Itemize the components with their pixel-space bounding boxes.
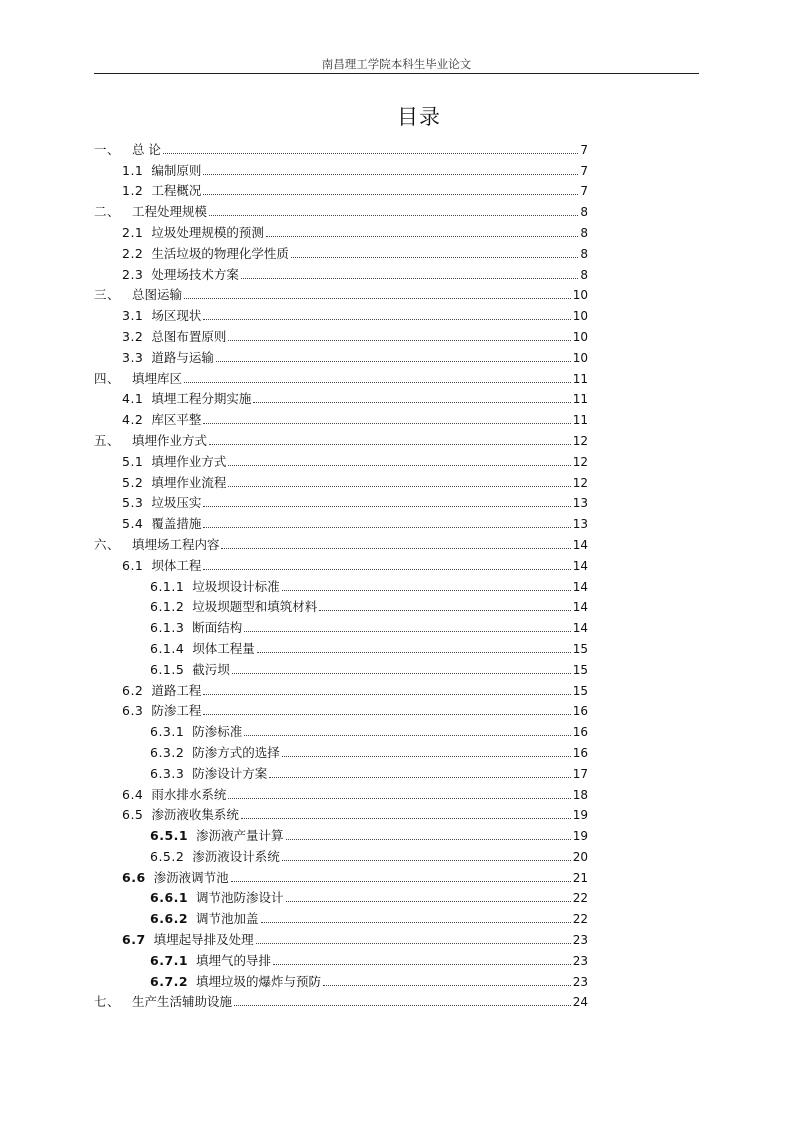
toc-dot-leader [241,817,571,819]
toc-entry-number: 6.2 [122,682,144,698]
toc-entry-page: 22 [572,912,588,927]
toc-entry[interactable] [94,178,588,199]
toc-entry[interactable] [94,510,588,531]
toc-entry-number: 1.2 [122,183,144,199]
toc-entry-number: 1.1 [122,162,144,178]
toc-entry-number: 3.3 [122,349,144,365]
toc-entry-number: 6.5.2 [150,848,185,864]
toc-entry-text: 道路工程 [151,682,202,698]
toc-entry-page: 11 [572,392,588,407]
toc-dot-leader [282,589,571,591]
toc-entry-page: 16 [572,725,588,740]
toc-entry[interactable] [94,926,588,947]
toc-dot-leader [269,776,570,778]
toc-entry-page: 16 [572,745,588,760]
toc-entry-number: 5.4 [122,516,144,532]
toc-entry-text: 处理场技术方案 [151,266,239,282]
toc-entry-number: 5.2 [122,474,144,490]
toc-entry-page: 22 [572,891,588,906]
toc-entry-number: 4.1 [122,391,144,407]
toc-entry-text: 生产生活辅助设施 [131,994,232,1010]
toc-title: 目录 [397,105,441,129]
toc-entry[interactable] [94,136,588,157]
toc-dot-leader [203,505,570,507]
toc-entry-page: 20 [572,849,588,864]
toc-entry-label [122,392,251,406]
toc-entry[interactable] [94,490,588,511]
toc-entry-number: 6.6.1 [150,890,189,906]
toc-dot-leader [203,318,570,320]
toc-entry-number: 2.3 [122,266,144,282]
header-divider [94,73,699,74]
toc-entry-page: 13 [572,517,588,532]
toc-entry-text: 道路与运输 [151,349,214,365]
toc-entry-number: 6.1.4 [150,640,185,656]
toc-entry-number: 5.1 [122,453,144,469]
toc-entry-page: 23 [572,974,588,989]
toc-entry[interactable] [94,344,588,365]
toc-entry-label [122,684,201,698]
toc-entry-page: 17 [572,766,588,781]
toc-entry[interactable] [94,469,588,490]
toc-entry-number: 6.1.5 [150,661,185,677]
toc-entry[interactable] [94,864,588,885]
toc-entry-label [122,808,239,822]
toc-entry-label [150,829,284,843]
toc-entry-number: 3.1 [122,308,144,324]
toc-entry-text: 坝体工程量 [192,640,255,656]
toc-entry-page: 8 [580,267,588,282]
toc-dot-leader [291,256,579,258]
toc-dot-leader [256,942,571,944]
toc-dot-leader [282,859,571,861]
toc-entry-number: 6.1.2 [150,599,185,615]
toc-entry-label [94,434,207,448]
toc-entry[interactable] [94,552,588,573]
toc-entry-number: 6.5 [122,807,144,823]
toc-dot-leader [184,381,571,383]
toc-entry-number: 六、 [94,536,121,552]
toc-entry-text: 渗沥液调节池 [153,869,229,885]
toc-entry-page: 7 [580,142,588,157]
toc-entry-label [122,704,201,718]
toc-entry[interactable] [94,781,588,802]
toc-entry-text: 填埋库区 [131,370,182,386]
table-of-contents [94,136,588,1009]
toc-entry-page: 16 [572,704,588,719]
toc-entry-number: 6.1 [122,557,144,573]
toc-entry[interactable] [94,427,588,448]
toc-entry-page: 10 [572,329,588,344]
toc-entry-label [94,143,161,157]
toc-entry[interactable] [94,157,588,178]
toc-entry[interactable] [94,718,588,739]
toc-entry-text: 调节池防渗设计 [196,890,284,906]
toc-entry-number: 6.3.3 [150,765,185,781]
toc-entry[interactable] [94,531,588,552]
toc-dot-leader [228,464,570,466]
toc-entry-page: 15 [572,662,588,677]
toc-entry-label [150,642,255,656]
toc-entry-text: 填埋垃圾的爆炸与预防 [196,973,322,989]
toc-entry-page: 7 [580,163,588,178]
toc-entry-label [122,164,201,178]
toc-entry-label [122,788,226,802]
toc-entry-number: 一、 [94,141,121,157]
toc-entry-text: 渗沥液产量计算 [196,828,284,844]
toc-entry-number: 6.3 [122,703,144,719]
toc-entry[interactable] [94,448,588,469]
toc-entry-number: 6.6.2 [150,911,189,927]
toc-entry-label [150,663,230,677]
toc-entry-label [94,205,207,219]
toc-entry-page: 19 [572,808,588,823]
toc-entry[interactable] [94,822,588,843]
toc-dot-leader [228,339,570,341]
toc-entry-page: 11 [572,371,588,386]
toc-dot-leader [163,152,578,154]
toc-entry-page: 10 [572,288,588,303]
toc-entry[interactable] [94,947,588,968]
toc-entry-text: 填埋作业流程 [151,474,227,490]
toc-entry-number: 6.3.2 [150,744,185,760]
toc-entry-page: 8 [580,205,588,220]
toc-entry-text: 场区现状 [151,308,202,324]
toc-dot-leader [209,443,571,445]
toc-entry-page: 12 [572,475,588,490]
toc-entry-label [122,871,229,885]
toc-entry-text: 坝体工程 [151,557,202,573]
toc-entry-page: 24 [572,995,588,1010]
toc-entry-text: 垃圾处理规模的预测 [151,224,264,240]
toc-entry-label [150,850,280,864]
toc-dot-leader [203,568,570,570]
toc-entry-label [122,309,201,323]
toc-entry[interactable] [94,968,588,989]
toc-dot-leader [203,693,570,695]
toc-entry[interactable] [94,240,588,261]
toc-entry-number: 6.7 [122,932,146,948]
toc-entry[interactable] [94,406,588,427]
toc-entry[interactable] [94,614,588,635]
toc-dot-leader [203,173,578,175]
toc-dot-leader [257,651,571,653]
toc-entry[interactable] [94,282,588,303]
toc-entry-number: 三、 [94,287,121,303]
toc-entry-text: 填埋起导排及处理 [153,932,254,948]
toc-entry-page: 10 [572,309,588,324]
toc-entry-page: 11 [572,413,588,428]
toc-entry-number: 5.3 [122,495,144,511]
toc-entry-label [122,496,201,510]
toc-entry-label [150,746,280,760]
toc-dot-leader [228,797,570,799]
toc-dot-leader [241,277,579,279]
toc-entry-label [122,184,201,198]
toc-dot-leader [203,526,570,528]
toc-entry-text: 编制原则 [151,162,202,178]
toc-entry-label [122,517,201,531]
toc-dot-leader [253,401,570,403]
toc-entry-number: 6.3.1 [150,724,185,740]
toc-entry-page: 8 [580,225,588,240]
toc-entry-page: 15 [572,641,588,656]
toc-entry-label [122,268,239,282]
toc-entry-label [94,288,182,302]
toc-entry-number: 四、 [94,370,121,386]
toc-entry-label [94,995,232,1009]
toc-entry-label [150,600,317,614]
toc-entry[interactable] [94,656,588,677]
toc-entry-text: 总图运输 [131,287,182,303]
toc-entry[interactable] [94,302,588,323]
toc-entry[interactable] [94,594,588,615]
toc-entry[interactable] [94,323,588,344]
toc-entry-text: 填埋工程分期实施 [151,391,252,407]
toc-entry-label [122,476,226,490]
toc-entry-text: 工程概况 [151,183,202,199]
toc-entry-page: 19 [572,829,588,844]
toc-entry[interactable] [94,635,588,656]
toc-entry[interactable] [94,365,588,386]
toc-entry-text: 工程处理规模 [131,204,207,220]
toc-entry[interactable] [94,698,588,719]
toc-entry-label [150,621,242,635]
toc-entry-label [122,330,226,344]
toc-entry-label [150,725,242,739]
toc-entry-text: 垃圾坝题型和填筑材料 [192,599,318,615]
toc-entry-label [150,767,267,781]
toc-entry-page: 21 [572,870,588,885]
toc-entry-page: 10 [572,350,588,365]
toc-entry-page: 14 [572,600,588,615]
toc-dot-leader [221,547,570,549]
toc-entry-label [122,226,264,240]
toc-entry-page: 18 [572,787,588,802]
toc-entry[interactable] [94,677,588,698]
toc-entry-number: 二、 [94,204,121,220]
toc-entry-label [122,351,214,365]
toc-dot-leader [184,297,571,299]
toc-entry-label [150,912,259,926]
toc-entry-page: 13 [572,496,588,511]
toc-entry-page: 15 [572,683,588,698]
toc-entry-number: 2.1 [122,224,144,240]
toc-entry[interactable] [94,843,588,864]
toc-dot-leader [203,713,570,715]
toc-entry-text: 填埋作业方式 [131,432,207,448]
toc-entry-label [150,891,284,905]
toc-entry[interactable] [94,989,588,1010]
toc-entry-page: 14 [572,621,588,636]
toc-entry-text: 雨水排水系统 [151,786,227,802]
toc-entry-number: 五、 [94,432,121,448]
toc-dot-leader [319,609,570,611]
toc-dot-leader [244,734,570,736]
toc-entry-page: 23 [572,933,588,948]
toc-entry-page: 14 [572,558,588,573]
toc-entry[interactable] [94,198,588,219]
toc-entry-text: 覆盖措施 [151,516,202,532]
toc-entry-text: 总图布置原则 [151,328,227,344]
toc-entry-page: 8 [580,246,588,261]
toc-entry-text: 渗沥液设计系统 [192,848,280,864]
toc-entry-text: 防渗标准 [192,724,243,740]
toc-dot-leader [231,880,571,882]
toc-dot-leader [282,755,571,757]
toc-entry[interactable] [94,261,588,282]
toc-entry-text: 防渗方式的选择 [192,744,280,760]
toc-entry-text: 填埋场工程内容 [131,536,220,552]
toc-entry-number: 6.5.1 [150,828,189,844]
toc-entry[interactable] [94,219,588,240]
toc-entry-page: 12 [572,433,588,448]
toc-dot-leader [323,984,571,986]
toc-entry-number: 6.7.1 [150,952,189,968]
toc-entry-number: 6.6 [122,869,146,885]
toc-dot-leader [203,422,570,424]
toc-entry-label [122,933,254,947]
toc-entry[interactable] [94,885,588,906]
toc-entry-text: 截污坝 [192,661,230,677]
toc-entry-label [122,559,201,573]
toc-entry-number: 3.2 [122,328,144,344]
toc-entry-number: 6.1.3 [150,620,185,636]
toc-entry-number: 4.2 [122,412,144,428]
toc-entry[interactable] [94,802,588,823]
toc-entry-page: 23 [572,953,588,968]
toc-entry-text: 垃圾压实 [151,495,202,511]
toc-entry-number: 6.4 [122,786,144,802]
toc-entry-page: 14 [572,537,588,552]
toc-entry-text: 断面结构 [192,620,243,636]
toc-entry-text: 总 论 [131,141,161,157]
toc-entry-label [122,247,289,261]
toc-entry-number: 6.1.1 [150,578,185,594]
toc-dot-leader [228,485,570,487]
toc-entry-number: 七、 [94,994,121,1010]
toc-dot-leader [234,1004,571,1006]
toc-entry[interactable] [94,573,588,594]
toc-dot-leader [273,963,571,965]
toc-entry-label [150,580,280,594]
toc-dot-leader [261,921,571,923]
toc-entry-text: 填埋气的导排 [196,952,272,968]
toc-dot-leader [216,360,571,362]
toc-entry-number: 6.7.2 [150,973,189,989]
toc-dot-leader [286,900,571,902]
toc-entry-text: 垃圾坝设计标准 [192,578,280,594]
toc-entry[interactable] [94,905,588,926]
toc-entry-number: 2.2 [122,245,144,261]
toc-entry-page: 12 [572,454,588,469]
page-header: 南昌理工学院本科生毕业论文 [321,57,472,71]
toc-entry-label [122,455,226,469]
toc-entry-text: 防渗工程 [151,703,202,719]
toc-entry-text: 调节池加盖 [196,911,259,927]
toc-entry-text: 库区平整 [151,412,202,428]
toc-dot-leader [232,672,571,674]
toc-dot-leader [203,193,578,195]
toc-entry[interactable] [94,739,588,760]
toc-entry-text: 渗沥液收集系统 [151,807,239,823]
toc-entry-label [150,954,271,968]
toc-entry-text: 填埋作业方式 [151,453,227,469]
toc-entry-label [122,413,201,427]
toc-entry-text: 防渗设计方案 [192,765,268,781]
toc-entry-page: 14 [572,579,588,594]
toc-entry[interactable] [94,386,588,407]
toc-entry-label [94,538,219,552]
toc-entry-page: 7 [580,184,588,199]
toc-dot-leader [209,214,578,216]
toc-entry-label [94,372,182,386]
toc-dot-leader [266,235,579,237]
toc-entry-text: 生活垃圾的物理化学性质 [151,245,289,261]
toc-dot-leader [244,630,570,632]
toc-entry-label [150,975,321,989]
toc-dot-leader [286,838,571,840]
toc-entry[interactable] [94,760,588,781]
